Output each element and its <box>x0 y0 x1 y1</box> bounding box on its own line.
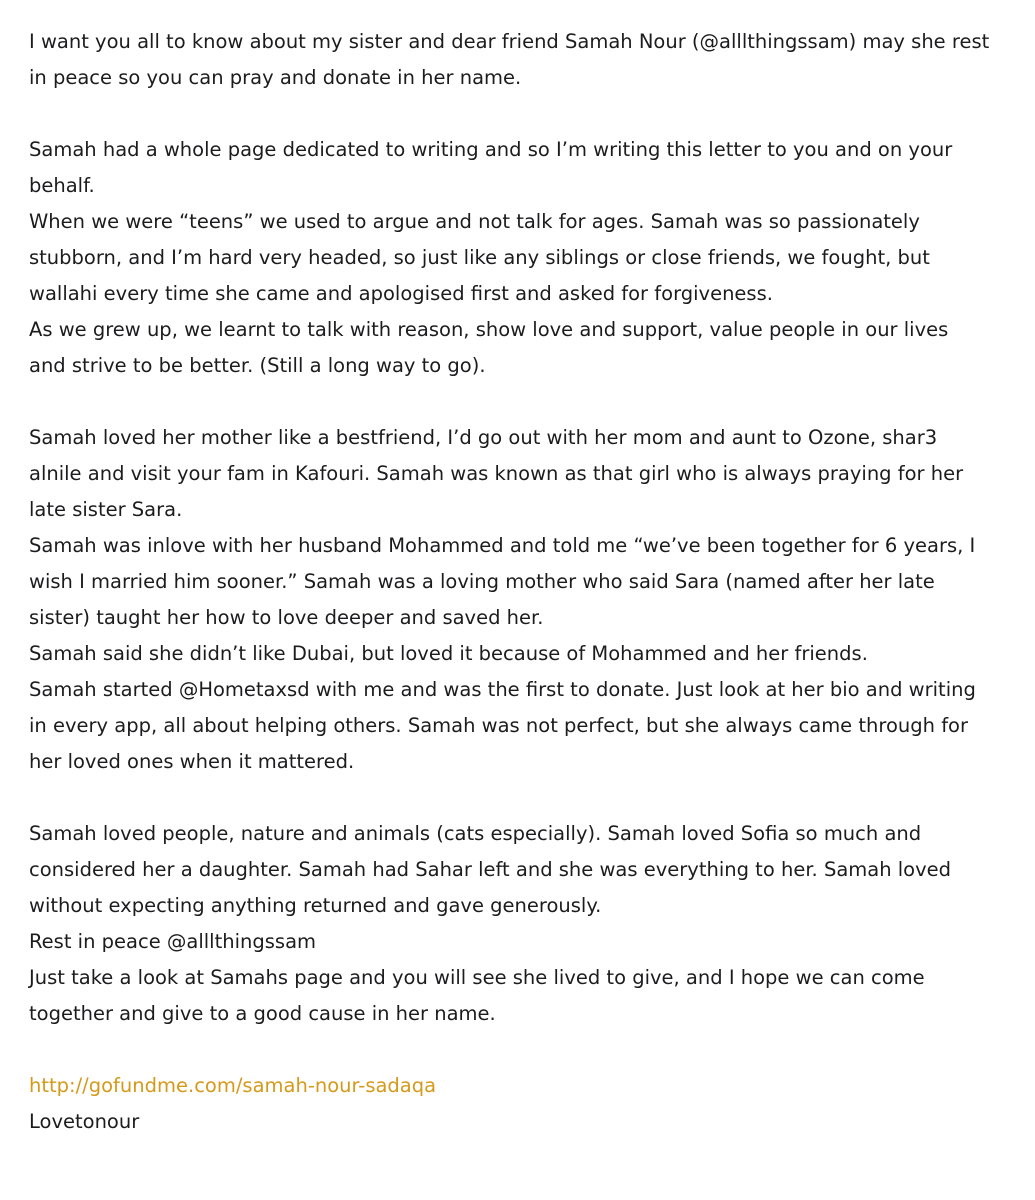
note-line: Just take a look at Samahs page and you will see she lived to give, and I hope we can come <box>29 966 925 989</box>
note-line: wallahi every time she came and apologised first and asked for forgiveness. <box>29 282 773 305</box>
note-line: in peace so you can pray and donate in her name. <box>29 66 522 89</box>
note-line: Samah started @Hometaxsd with me and was the first to donate. Just look at her bio and writing <box>29 678 976 701</box>
signature: Lovetonour <box>29 1110 140 1133</box>
note-line: together and give to a good cause in her name. <box>29 1002 496 1025</box>
blank-line <box>29 384 1019 420</box>
note-line: Samah said she didn’t like Dubai, but loved it because of Mohammed and her friends. <box>29 642 868 665</box>
note-line: wish I married him sooner.” Samah was a loving mother who said Sara (named after her late <box>29 570 935 593</box>
note-line: I want you all to know about my sister and dear friend Samah Nour (@alllthingssam) may she rest <box>29 30 990 53</box>
note-line: stubborn, and I’m hard very headed, so just like any siblings or close friends, we fought, but <box>29 246 930 269</box>
note-line: in every app, all about helping others. Samah was not perfect, but she always came through for <box>29 714 969 737</box>
note-line: alnile and visit your fam in Kafouri. Samah was known as that girl who is always praying for her <box>29 462 964 485</box>
note-body <box>29 24 1019 1140</box>
note-line: As we grew up, we learnt to talk with reason, show love and support, value people in our lives <box>29 318 949 341</box>
note-line: Samah had a whole page dedicated to writing and so I’m writing this letter to you and on your <box>29 138 953 161</box>
note-line: and strive to be better. (Still a long way to go). <box>29 354 486 377</box>
note-line: Samah was inlove with her husband Mohammed and told me “we’ve been together for 6 years, I <box>29 534 976 557</box>
note-line: When we were “teens” we used to argue and not talk for ages. Samah was so passionately <box>29 210 920 233</box>
note-line: considered her a daughter. Samah had Sahar left and she was everything to her. Samah loved <box>29 858 952 881</box>
blank-line <box>29 96 1019 132</box>
note-line: her loved ones when it mattered. <box>29 750 355 773</box>
note-line: without expecting anything returned and gave generously. <box>29 894 602 917</box>
note-line: Samah loved her mother like a bestfriend, I’d go out with her mom and aunt to Ozone, shar3 <box>29 426 938 449</box>
note-line: Samah loved people, nature and animals (cats especially). Samah loved Sofia so much and <box>29 822 922 845</box>
note-line: Rest in peace @alllthingssam <box>29 930 317 953</box>
blank-line <box>29 1032 1019 1068</box>
gofundme-link[interactable]: http://gofundme.com/samah-nour-sadaqa <box>29 1074 437 1097</box>
blank-line <box>29 780 1019 816</box>
note-line: behalf. <box>29 174 95 197</box>
note-line: sister) taught her how to love deeper and saved her. <box>29 606 544 629</box>
note-line: late sister Sara. <box>29 498 183 521</box>
